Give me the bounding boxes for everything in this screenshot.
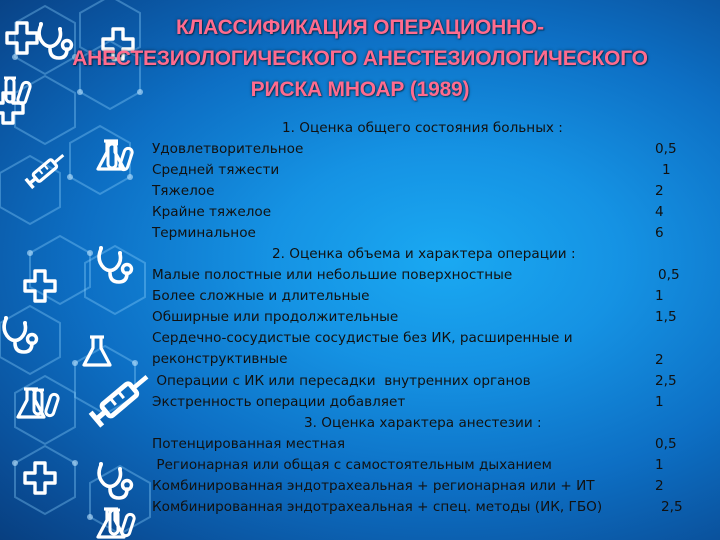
row-value: 1,5 bbox=[655, 309, 677, 325]
row-value: 2,5 bbox=[661, 499, 683, 515]
table-row bbox=[152, 223, 697, 244]
stethoscope-icon bbox=[99, 462, 132, 498]
table-row bbox=[152, 455, 697, 476]
row-label: Малые полостные или небольшие поверхностные bbox=[152, 267, 513, 283]
row-value: 4 bbox=[655, 204, 664, 220]
row-label: Терминальное bbox=[152, 225, 256, 241]
row-value: 0,5 bbox=[658, 267, 680, 283]
table-row bbox=[152, 286, 697, 307]
title-line: РИСКА МНОАР (1989) bbox=[250, 78, 470, 101]
row-value: 1 bbox=[655, 394, 664, 410]
row-value: 2 bbox=[655, 352, 664, 368]
row-value: 1 bbox=[655, 288, 664, 304]
row-value: 0,5 bbox=[655, 436, 677, 452]
row-value: 1 bbox=[655, 457, 664, 473]
row-label: Обширные или продолжительные bbox=[152, 309, 399, 325]
row-label: Более сложные и длительные bbox=[152, 288, 370, 304]
table-row bbox=[152, 202, 697, 223]
table-row bbox=[152, 434, 697, 455]
table-row bbox=[152, 307, 697, 328]
row-label: Потенцированная местная bbox=[152, 436, 346, 452]
table-row bbox=[152, 371, 697, 392]
slide-title bbox=[0, 12, 720, 105]
row-value: 6 bbox=[655, 225, 664, 241]
row-label: Комбинированная эндотрахеальная + спец. методы (ИК, ГБО) bbox=[152, 499, 603, 515]
row-label: Экстренность операции добавляет bbox=[152, 394, 406, 410]
row-value: 2,5 bbox=[655, 373, 677, 389]
table-row bbox=[152, 476, 697, 497]
row-label: Удовлетворительное bbox=[152, 141, 304, 157]
row-label: Комбинированная эндотрахеальная + регионарная или + ИТ bbox=[152, 478, 595, 494]
row-label: Средней тяжести bbox=[152, 162, 280, 178]
row-value: 2 bbox=[655, 478, 664, 494]
medical-cross-icon bbox=[25, 463, 55, 493]
syringe-icon bbox=[91, 370, 153, 426]
row-label: Тяжелое bbox=[152, 183, 215, 199]
row-value: 0,5 bbox=[655, 141, 677, 157]
row-value: 1 bbox=[662, 162, 671, 178]
section-heading: 1. Оценка общего состояния больных : bbox=[282, 120, 563, 136]
stethoscope-icon bbox=[4, 316, 37, 352]
table-row bbox=[152, 181, 697, 202]
risk-classification-table bbox=[152, 118, 697, 518]
title-line: АНЕСТЕЗИОЛОГИЧЕСКОГО АНЕСТЕЗИОЛОГИЧЕСКОГО bbox=[72, 47, 648, 70]
title-line: КЛАССИФИКАЦИЯ ОПЕРАЦИОННО- bbox=[176, 16, 544, 39]
table-row bbox=[152, 328, 697, 371]
table-row bbox=[152, 392, 697, 413]
row-label: Операции с ИК или пересадки внутренних органов bbox=[152, 373, 531, 389]
row-label: Регионарная или общая с самостоятельным дыханием bbox=[152, 457, 552, 473]
section-heading: 2. Оценка объема и характера операции : bbox=[272, 246, 576, 262]
row-label: Сердечно-сосудистые сосудистые без ИК, расширенные и реконструктивные bbox=[152, 330, 573, 367]
test-tubes-icon bbox=[108, 510, 135, 537]
section-heading: 3. Оценка характера анестезии : bbox=[304, 415, 542, 431]
row-label: Крайне тяжелое bbox=[152, 204, 272, 220]
table-row bbox=[152, 265, 697, 286]
table-row bbox=[152, 139, 697, 160]
row-value: 2 bbox=[655, 183, 664, 199]
table-row bbox=[152, 160, 697, 181]
table-row bbox=[152, 497, 697, 518]
